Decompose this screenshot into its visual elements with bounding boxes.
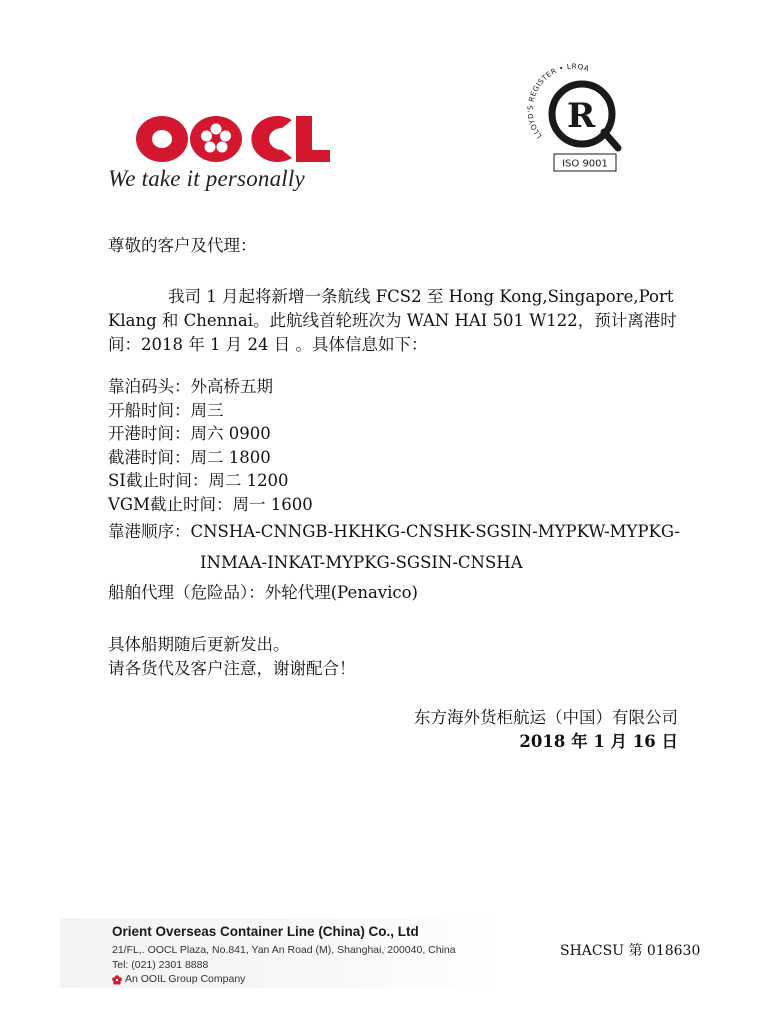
footer-address-block — [60, 918, 500, 988]
lrqa-iso-certification-mark — [520, 58, 630, 176]
slogan: We take it personally — [108, 166, 305, 191]
sailing-day: 开船时间：周三 — [108, 400, 224, 420]
vgm-cutoff-time: VGM截止时间：周一 1600 — [108, 494, 313, 514]
svg-text:R: R — [567, 96, 596, 136]
port-rotation: 靠港顺序：CNSHA-CNNGB-HKHKG-CNSHK-SGSIN-MYPKW-MYPKG- — [108, 521, 680, 541]
closing-line: 请各货代及客户注意，谢谢配合！ — [108, 659, 356, 678]
signing-company: 东方海外货柜航运（中国）有限公司 — [414, 708, 678, 727]
announcement-paragraph — [108, 285, 678, 357]
paragraph-line: 我司 1 月起将新增一条航线 FCS2 至 Hong Kong,Singapore,Port — [168, 287, 674, 306]
si-cutoff-time: SI截止时间：周二 1200 — [108, 471, 289, 491]
signature-block — [414, 706, 678, 754]
footer-address: 21/FL,. OOCL Plaza, No.841, Yan An Road (M), Shanghai, 200040, China — [112, 944, 456, 956]
port-open-time: 开港时间：周六 0900 — [108, 424, 271, 444]
footer-telephone: Tel: (021) 2301 8888 — [112, 959, 209, 971]
port-rotation-continued: INMAA-INKAT-MYPKG-SGSIN-CNSHA — [200, 553, 523, 573]
oocl-logo — [108, 108, 338, 200]
iso-standard-label: ISO 9001 — [562, 158, 608, 170]
paragraph-line: 间：2018 年 1 月 24 日 。具体信息如下： — [108, 335, 428, 354]
closing-notes — [108, 633, 356, 681]
schedule-details — [108, 375, 680, 604]
closing-line: 具体船期随后更新发出。 — [108, 635, 290, 654]
svg-text:LLOYD'S REGISTER • LRQA: LLOYD'S REGISTER • LRQA — [525, 61, 591, 141]
port-cutoff-time: 截港时间：周二 1800 — [108, 447, 271, 467]
letter-date: 2018 年 1 月 16 日 — [519, 732, 678, 751]
document-reference-number: SHACSU 第 018630 — [560, 943, 701, 959]
berth-terminal: 靠泊码头：外高桥五期 — [108, 377, 273, 396]
footer-company-name: Orient Overseas Container Line (China) Co., Ltd — [112, 924, 419, 939]
ship-agent: 船舶代理（危险品）：外轮代理(Penavico) — [108, 582, 418, 602]
greeting: 尊敬的客户及代理： — [108, 236, 257, 255]
footer-group-note: An OOIL Group Company — [125, 973, 246, 985]
paragraph-line: Klang 和 Chennai。此航线首轮班次为 WAN HAI 501 W122，预计离港时 — [108, 311, 677, 330]
oocl-wordmark — [132, 108, 332, 170]
